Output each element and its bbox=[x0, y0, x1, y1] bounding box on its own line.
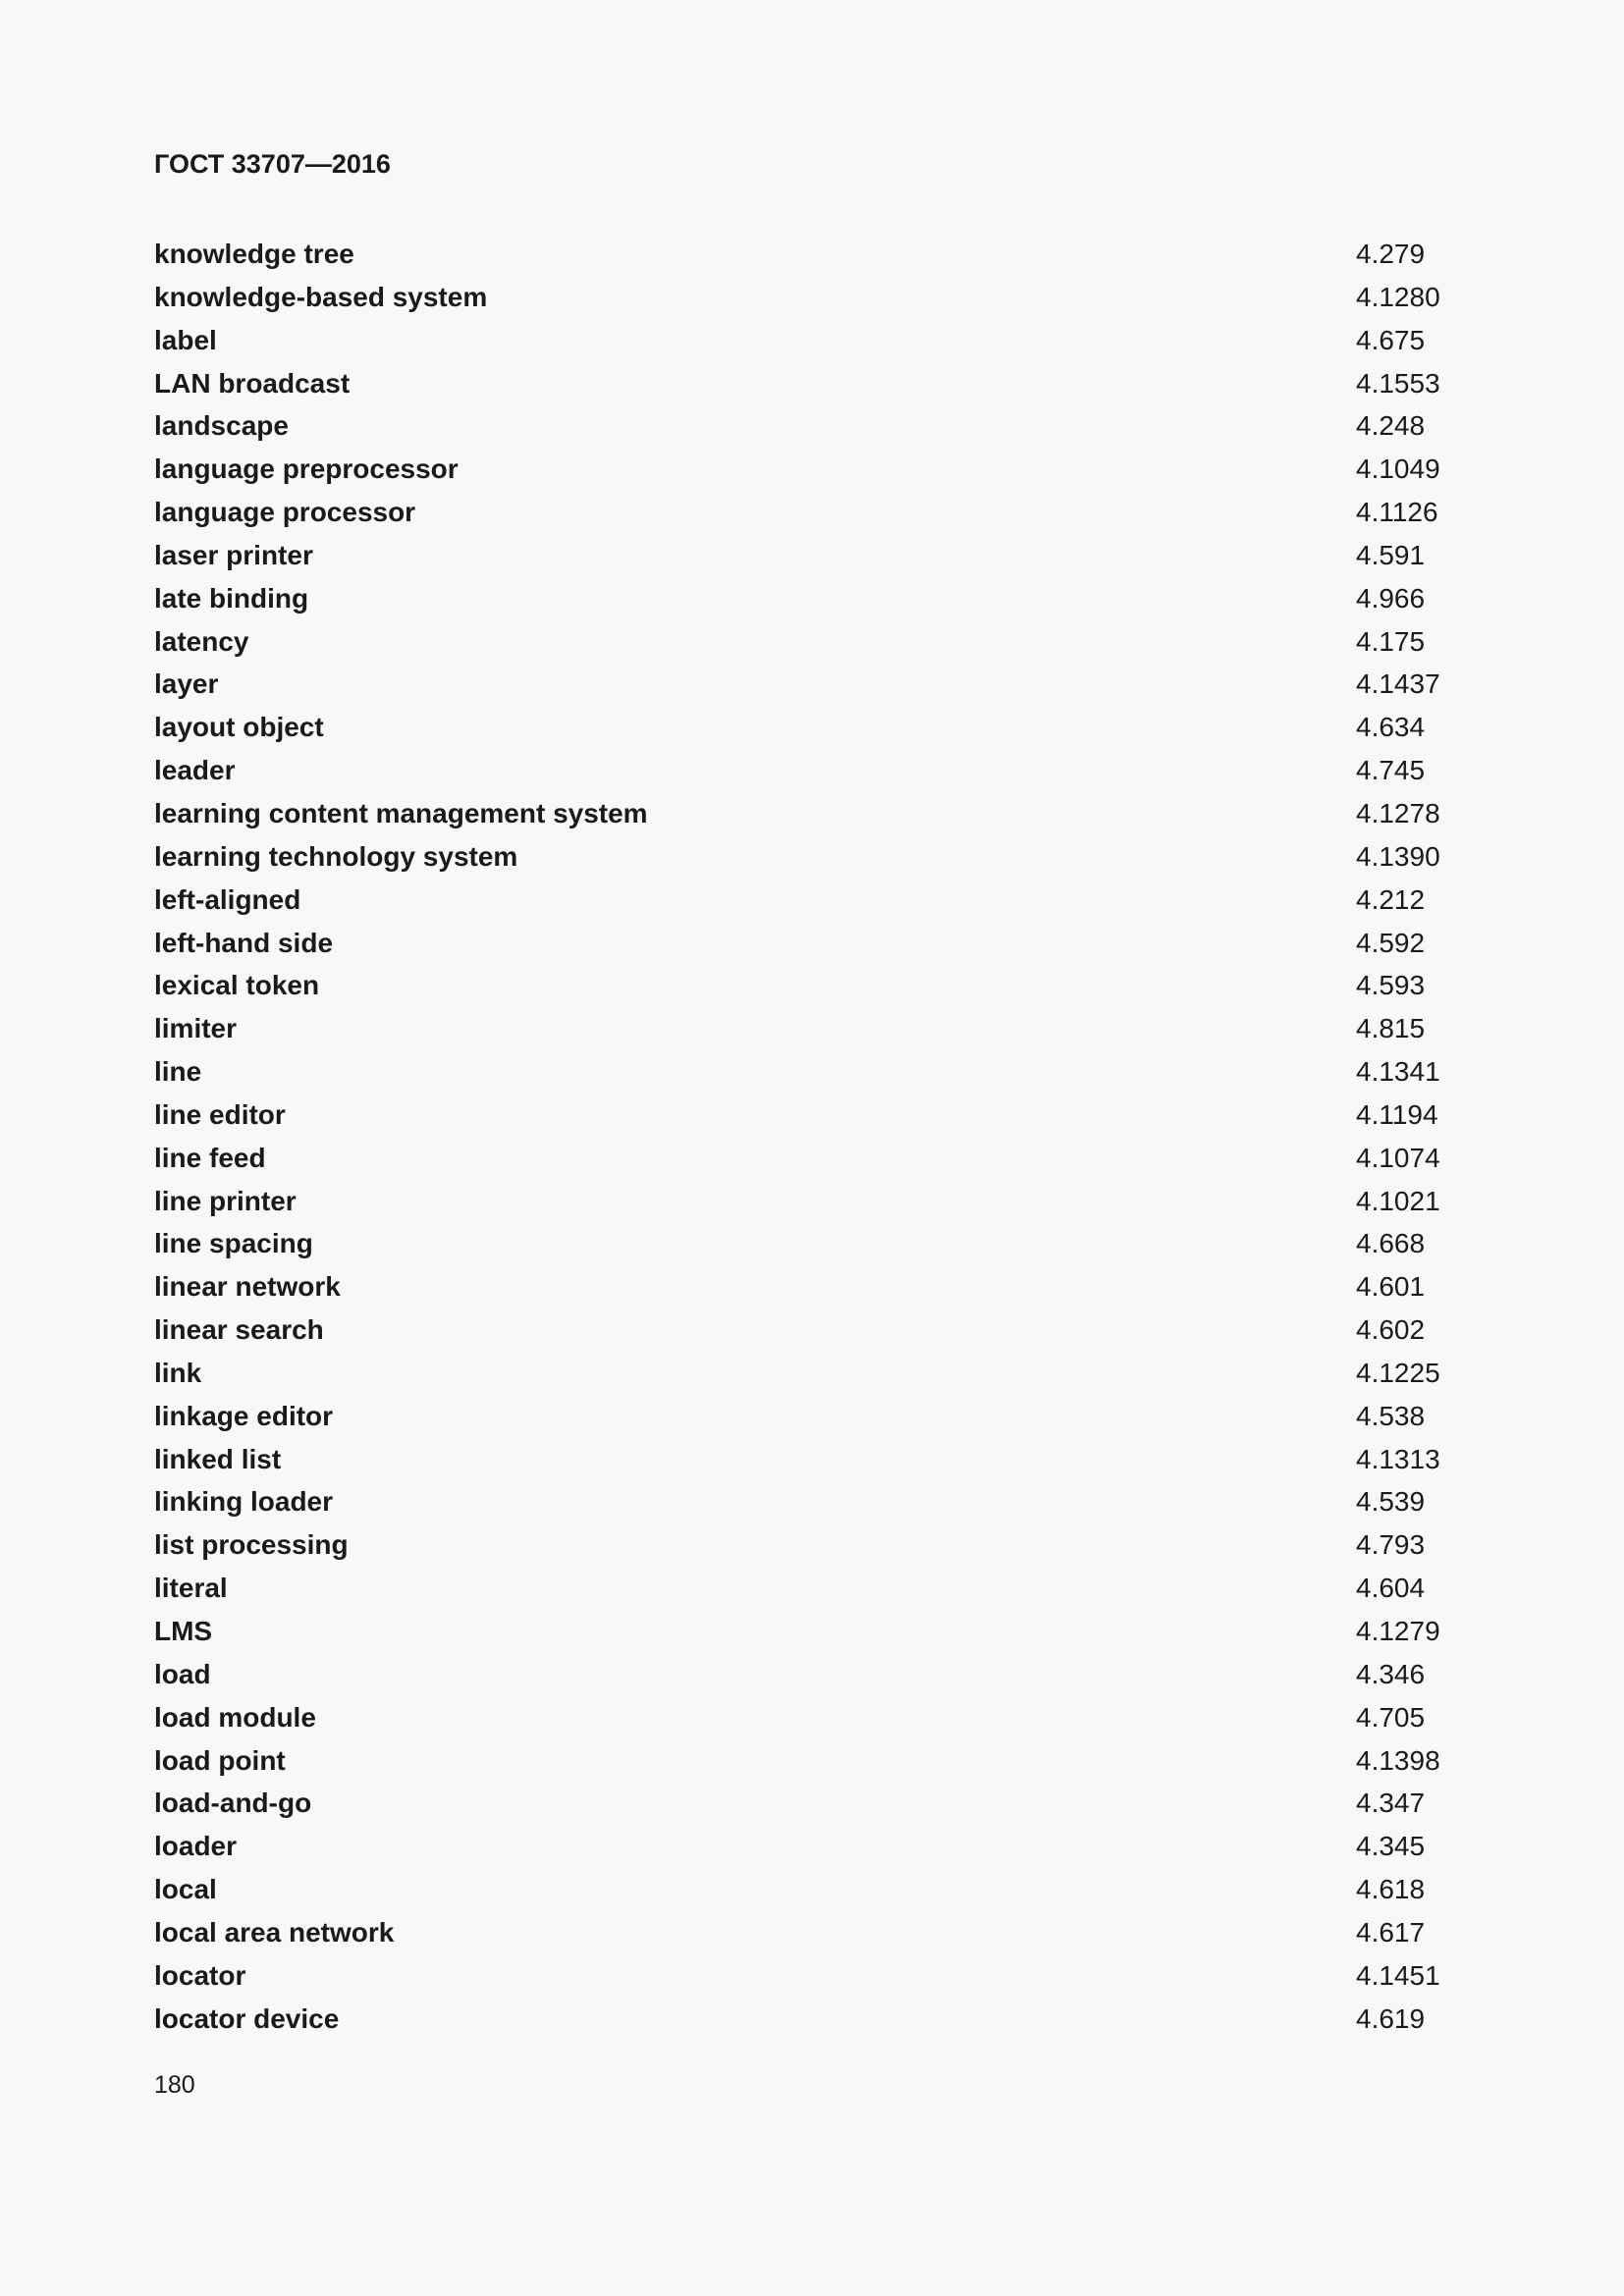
index-reference-number: 4.1279 bbox=[1356, 1616, 1440, 1646]
index-term: late binding bbox=[154, 582, 309, 614]
index-entry bbox=[154, 2003, 1489, 2047]
index-entry bbox=[154, 239, 1489, 282]
index-term: linear search bbox=[154, 1314, 324, 1346]
index-reference-number: 4.1280 bbox=[1356, 281, 1440, 312]
index-entry bbox=[154, 1659, 1489, 1702]
index-reference-number: 4.675 bbox=[1356, 324, 1426, 355]
index-entry bbox=[154, 1186, 1489, 1229]
index-entry bbox=[154, 798, 1489, 841]
index-term: linking loader bbox=[154, 1486, 334, 1518]
index-term: line bbox=[154, 1056, 202, 1088]
index-entry bbox=[154, 1788, 1489, 1831]
index-reference-number: 4.617 bbox=[1356, 1916, 1426, 1948]
index-term: linkage editor bbox=[154, 1400, 334, 1431]
index-entry bbox=[154, 497, 1489, 540]
index-reference-number: 4.1021 bbox=[1356, 1185, 1440, 1216]
index-reference-number: 4.1049 bbox=[1356, 454, 1440, 485]
index-reference-number: 4.248 bbox=[1356, 410, 1426, 442]
index-reference-number: 4.1225 bbox=[1356, 1357, 1440, 1388]
index-entry bbox=[154, 626, 1489, 669]
index-entry bbox=[154, 1358, 1489, 1401]
index-term: linked list bbox=[154, 1443, 282, 1474]
index-term: local bbox=[154, 1874, 217, 1905]
index-reference-number: 4.592 bbox=[1356, 927, 1426, 958]
index-term: laser printer bbox=[154, 539, 313, 570]
index-entry bbox=[154, 1917, 1489, 1960]
index-entry bbox=[154, 1314, 1489, 1358]
index-term: layer bbox=[154, 668, 219, 700]
index-entry bbox=[154, 928, 1489, 971]
index-reference-number: 4.634 bbox=[1356, 712, 1426, 743]
index-reference-number: 4.538 bbox=[1356, 1400, 1426, 1431]
index-reference-number: 4.668 bbox=[1356, 1228, 1426, 1259]
index-reference-number: 4.1341 bbox=[1356, 1056, 1440, 1088]
index-term: local area network bbox=[154, 1916, 395, 1948]
index-term: learning technology system bbox=[154, 840, 518, 872]
index-term: line spacing bbox=[154, 1228, 313, 1259]
index-reference-number: 4.1398 bbox=[1356, 1744, 1440, 1776]
index-term: LMS bbox=[154, 1616, 213, 1646]
index-entry bbox=[154, 1745, 1489, 1789]
index-entry bbox=[154, 368, 1489, 411]
index-term: linear network bbox=[154, 1271, 341, 1303]
index-term: list processing bbox=[154, 1529, 349, 1561]
index-reference-number: 4.347 bbox=[1356, 1788, 1426, 1819]
document-header: ГОСТ 33707—2016 bbox=[154, 149, 391, 179]
index-reference-number: 4.345 bbox=[1356, 1831, 1426, 1862]
index-reference-number: 4.1451 bbox=[1356, 1959, 1440, 1991]
index-entry bbox=[154, 325, 1489, 368]
index-entry bbox=[154, 1831, 1489, 1874]
index-entry bbox=[154, 1874, 1489, 1917]
index-term: literal bbox=[154, 1573, 228, 1604]
index-term: line editor bbox=[154, 1098, 286, 1130]
index-reference-number: 4.1313 bbox=[1356, 1443, 1440, 1474]
index-reference-number: 4.1194 bbox=[1356, 1098, 1438, 1130]
index-reference-number: 4.815 bbox=[1356, 1013, 1426, 1044]
index-entry bbox=[154, 1529, 1489, 1573]
index-term: landscape bbox=[154, 410, 289, 442]
index-term: LAN broadcast bbox=[154, 367, 351, 399]
index-term: language preprocessor bbox=[154, 454, 459, 485]
index-entry bbox=[154, 1616, 1489, 1659]
index-term: knowledge-based system bbox=[154, 281, 488, 312]
page-number: 180 bbox=[154, 2071, 195, 2099]
index-reference-number: 4.619 bbox=[1356, 2002, 1426, 2034]
index-term: load point bbox=[154, 1744, 286, 1776]
index-entry bbox=[154, 583, 1489, 626]
index-entry bbox=[154, 540, 1489, 583]
index-entry bbox=[154, 282, 1489, 325]
index-reference-number: 4.745 bbox=[1356, 755, 1426, 786]
index-reference-number: 4.604 bbox=[1356, 1573, 1426, 1604]
index-reference-number: 4.1278 bbox=[1356, 797, 1440, 828]
index-term: leader bbox=[154, 755, 236, 786]
index-entry bbox=[154, 1056, 1489, 1099]
index-reference-number: 4.601 bbox=[1356, 1271, 1426, 1303]
index-term: left-aligned bbox=[154, 883, 301, 915]
index-term: knowledge tree bbox=[154, 239, 354, 269]
index-entry bbox=[154, 841, 1489, 884]
index-term: locator device bbox=[154, 2002, 340, 2034]
index-entry bbox=[154, 970, 1489, 1013]
index-entry bbox=[154, 1401, 1489, 1444]
index-term: language processor bbox=[154, 497, 416, 528]
index-term: left-hand side bbox=[154, 927, 334, 958]
index-entry bbox=[154, 668, 1489, 712]
index-reference-number: 4.705 bbox=[1356, 1701, 1426, 1733]
index-entry bbox=[154, 1444, 1489, 1487]
index-reference-number: 4.593 bbox=[1356, 970, 1426, 1001]
index-entry bbox=[154, 1228, 1489, 1271]
index-term: line feed bbox=[154, 1142, 266, 1173]
index-reference-number: 4.793 bbox=[1356, 1529, 1426, 1561]
index-term: latency bbox=[154, 625, 249, 657]
index-entry bbox=[154, 454, 1489, 497]
index-reference-number: 4.591 bbox=[1356, 539, 1426, 570]
index-term: limiter bbox=[154, 1013, 238, 1044]
index-entry bbox=[154, 1271, 1489, 1314]
index-reference-number: 4.279 bbox=[1356, 239, 1426, 269]
index-term: learning content management system bbox=[154, 797, 648, 828]
index-entry bbox=[154, 1702, 1489, 1745]
index-term: line printer bbox=[154, 1185, 297, 1216]
index-entry bbox=[154, 755, 1489, 798]
term-index-list bbox=[154, 239, 1489, 2046]
index-reference-number: 4.212 bbox=[1356, 883, 1426, 915]
index-term: load-and-go bbox=[154, 1788, 312, 1819]
index-term: lexical token bbox=[154, 970, 320, 1001]
index-reference-number: 4.175 bbox=[1356, 625, 1426, 657]
index-reference-number: 4.1553 bbox=[1356, 367, 1440, 399]
index-reference-number: 4.346 bbox=[1356, 1658, 1426, 1689]
index-reference-number: 4.1437 bbox=[1356, 668, 1440, 700]
index-entry bbox=[154, 1573, 1489, 1616]
index-term: loader bbox=[154, 1831, 238, 1862]
index-reference-number: 4.539 bbox=[1356, 1486, 1426, 1518]
index-entry bbox=[154, 1960, 1489, 2003]
index-entry bbox=[154, 712, 1489, 755]
index-entry bbox=[154, 1486, 1489, 1529]
index-term: link bbox=[154, 1357, 202, 1388]
index-entry bbox=[154, 1013, 1489, 1056]
index-term: load bbox=[154, 1658, 211, 1689]
index-entry bbox=[154, 1099, 1489, 1143]
index-term: label bbox=[154, 324, 217, 355]
index-reference-number: 4.1390 bbox=[1356, 840, 1440, 872]
index-entry bbox=[154, 1143, 1489, 1186]
index-term: layout object bbox=[154, 712, 324, 743]
index-entry bbox=[154, 410, 1489, 454]
index-reference-number: 4.602 bbox=[1356, 1314, 1426, 1346]
index-reference-number: 4.618 bbox=[1356, 1874, 1426, 1905]
index-term: load module bbox=[154, 1701, 316, 1733]
index-term: locator bbox=[154, 1959, 246, 1991]
index-reference-number: 4.1074 bbox=[1356, 1142, 1440, 1173]
index-reference-number: 4.966 bbox=[1356, 582, 1426, 614]
index-entry bbox=[154, 884, 1489, 928]
index-reference-number: 4.1126 bbox=[1356, 497, 1438, 528]
